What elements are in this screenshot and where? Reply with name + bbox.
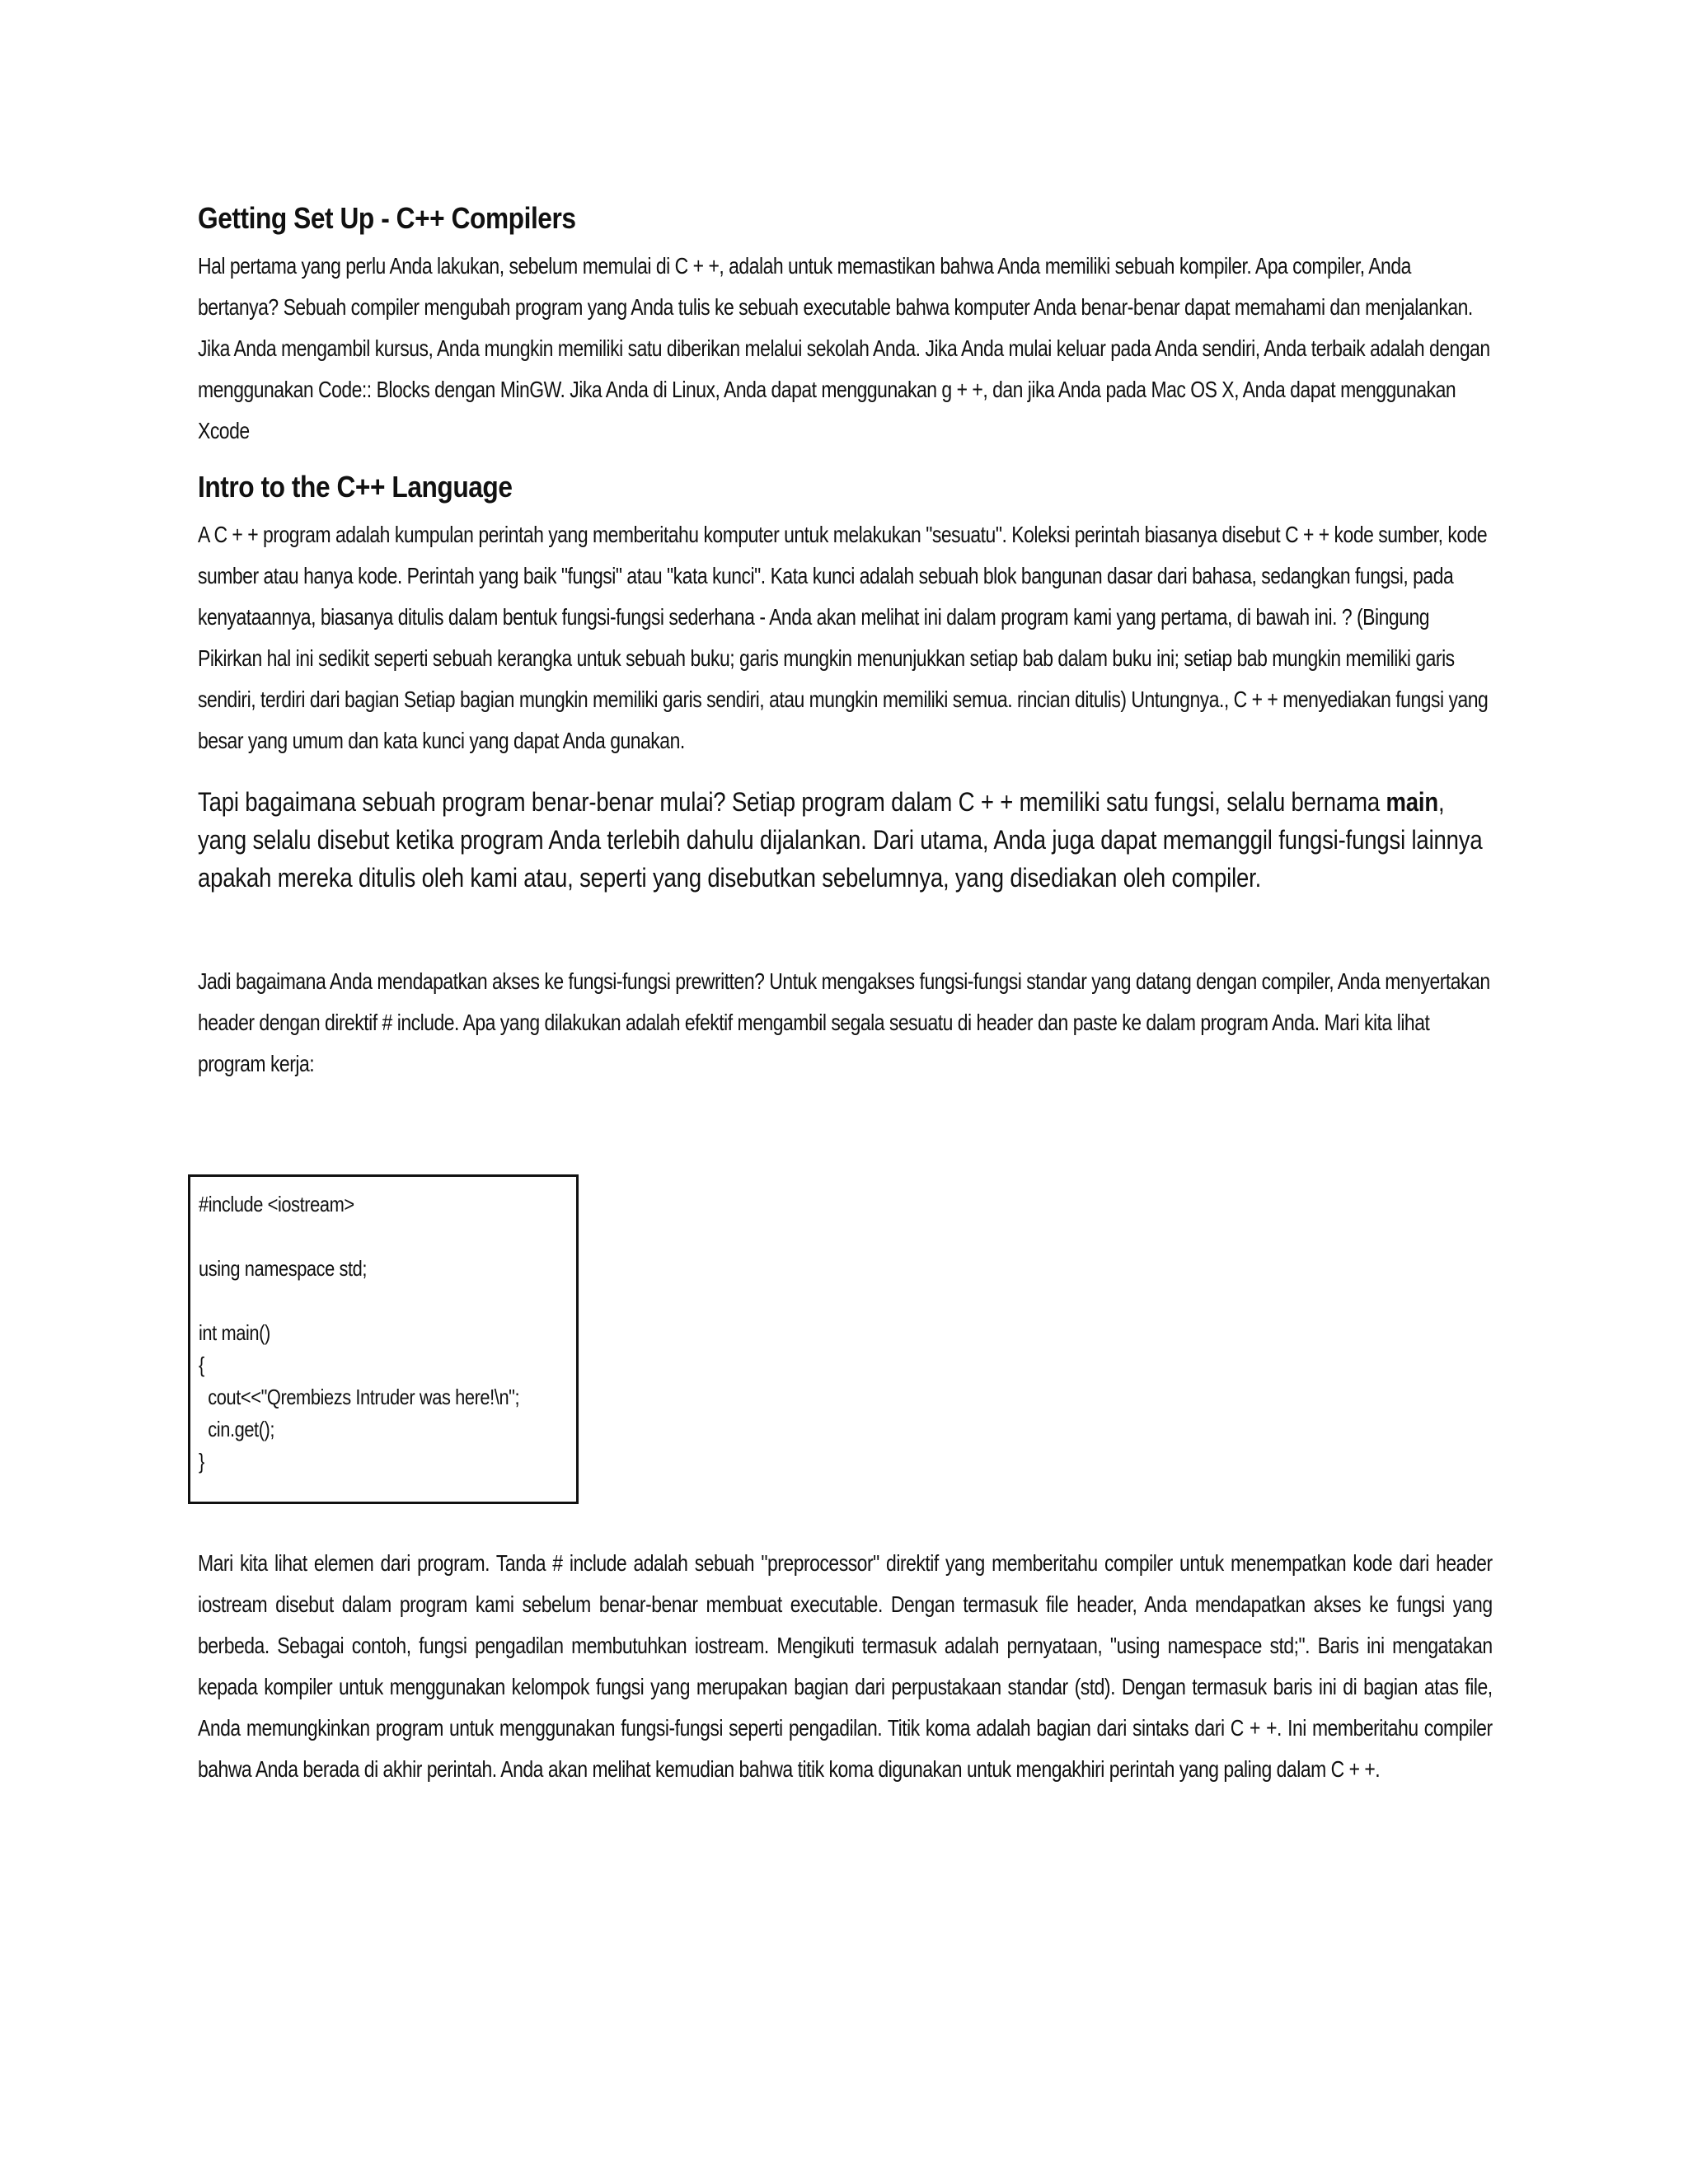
paragraph-main-function [198, 783, 1492, 897]
paragraph-main-before: Tapi bagaimana sebuah program benar-benar mulai? Setiap program dalam C + + memiliki satu fungsi, selalu bernama [198, 787, 1386, 817]
paragraph-intro-text: A C + + program adalah kumpulan perintah yang memberitahu komputer untuk melakukan "sesuatu". Koleksi perintah biasanya disebut C + + kode sumber, kode sumber atau hanya kode. Perintah yang baik "fungsi" atau "kata kunci". Kata kunci adalah sebuah blok bangunan dasar dari bahasa, sedangkan fungsi, pada kenyataannya, biasanya ditulis dalam bentuk fungsi-fungsi sederhana - Anda akan melihat ini dalam program kami yang pertama, di bawah ini. ? (Bingung Pikirkan hal ini sedikit seperti sebuah kerangka untuk sebuah buku; garis mungkin menunjukkan setiap bab dalam buku ini; setiap bab mungkin memiliki garis sendiri, terdiri dari bagian Setiap bagian mungkin memiliki garis sendiri, atau mungkin memiliki semua. rincian ditulis) Untungnya., C + + menyediakan fungsi yang besar yang umum dan kata kunci yang dapat Anda gunakan. [198, 522, 1489, 753]
code-line: { [199, 1352, 204, 1377]
code-line: } [199, 1449, 204, 1474]
code-line: cout<<"Qrembiezs Intruder was here!\n"; [199, 1385, 520, 1409]
code-line: using namespace std; [199, 1256, 368, 1281]
code-line: cin.get(); [199, 1417, 275, 1441]
code-line [199, 1285, 571, 1317]
paragraph-main-after: , yang selalu disebut ketika program Anda terlebih dahulu dijalankan. Dari utama, Anda juga dapat memanggil fungsi-fungsi lainnya apakah mereka ditulis oleh kami atau, seperti yang disebutkan sebelumnya, yang disediakan oleh compiler. [198, 787, 1483, 893]
paragraph-explanation [198, 1543, 1492, 1790]
code-line: int main() [199, 1320, 270, 1345]
code-block [188, 1174, 579, 1504]
section-heading-intro: Intro to the C++ Language [198, 470, 513, 504]
paragraph-include [198, 961, 1492, 1085]
program-explanation [198, 1543, 1492, 1790]
document-content [198, 199, 1492, 1085]
code-lines [199, 1188, 571, 1478]
keyword-main: main [1386, 787, 1438, 817]
paragraph-intro [198, 514, 1492, 762]
paragraph-compilers-text: Hal pertama yang perlu Anda lakukan, sebelum memulai di C + +, adalah untuk memastikan bahwa Anda memiliki sebuah kompiler. Apa compiler, Anda bertanya? Sebuah compiler mengubah program yang Anda tulis ke sebuah executable bahwa komputer Anda benar-benar dapat memahami dan menjalankan. Jika Anda mengambil kursus, Anda mungkin memiliki satu diberikan melalui sekolah Anda. Jika Anda mulai keluar pada Anda sendiri, Anda terbaik adalah dengan menggunakan Code:: Blocks dengan MinGW. Jika Anda di Linux, Anda dapat menggunakan g + +, dan jika Anda pada Mac OS X, Anda dapat menggunakan Xcode [198, 253, 1490, 443]
paragraph-include-text: Jadi bagaimana Anda mendapatkan akses ke fungsi-fungsi prewritten? Untuk mengakses fungsi-fungsi standar yang datang dengan compiler, Anda menyertakan header dengan direktif # include. Apa yang dilakukan adalah efektif mengambil segala sesuatu di header dan paste ke dalam program Anda. Mari kita lihat program kerja: [198, 968, 1490, 1076]
code-line [199, 1221, 571, 1253]
paragraph-explanation-text: Mari kita lihat elemen dari program. Tanda # include adalah sebuah "preprocessor" direktif yang memberitahu compiler untuk menempatkan kode dari header iostream disebut dalam program kami sebelum benar-benar membuat executable. Dengan termasuk file header, Anda mendapatkan akses ke fungsi yang berbeda. Sebagai contoh, fungsi pengadilan membutuhkan iostream. Mengikuti termasuk adalah pernyataan, "using namespace std;". Baris ini mengatakan kepada kompiler untuk menggunakan kelompok fungsi yang merupakan bagian dari perpustakaan standar (std). Dengan termasuk baris ini di bagian atas file, Anda memungkinkan program untuk menggunakan fungsi-fungsi seperti pengadilan. Titik koma adalah bagian dari sintaks dari C + +. Ini memberitahu compiler bahwa Anda berada di akhir perintah. Anda akan melihat kemudian bahwa titik koma digunakan untuk mengakhiri perintah yang paling dalam C + +. [198, 1550, 1493, 1782]
section-heading-compilers: Getting Set Up - C++ Compilers [198, 201, 576, 235]
paragraph-compilers [198, 246, 1492, 452]
code-line: #include <iostream> [199, 1192, 354, 1216]
